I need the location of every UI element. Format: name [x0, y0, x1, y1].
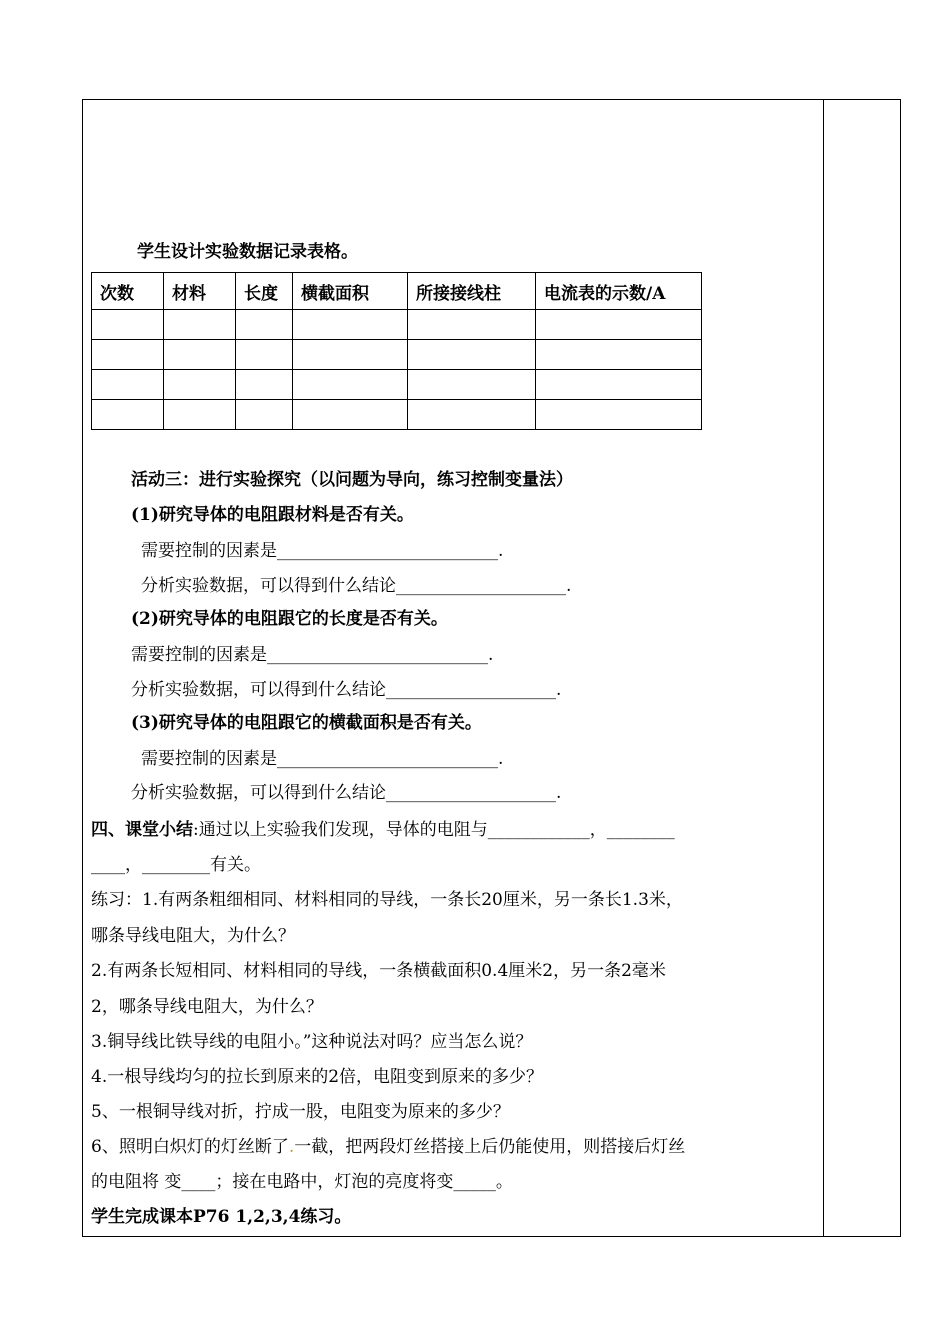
summary-text: :通过以上实验我们发现，导体的电阻与____________，________ [193, 820, 675, 840]
table-row [92, 370, 702, 400]
table-cell [408, 340, 536, 370]
table-cell [164, 400, 236, 430]
table-cell [164, 340, 236, 370]
practice-3: 3.铜导线比铁导线的电阻小。”这种说法对吗？应当怎么说？ [91, 1032, 533, 1052]
table-cell [536, 400, 702, 430]
header-cell: 次数 [92, 273, 164, 310]
table-row [92, 310, 702, 340]
table-cell [536, 310, 702, 340]
header-cell: 所接接线柱 [408, 273, 536, 310]
table-intro: 学生设计实验数据记录表格。 [137, 242, 358, 262]
header-cell: 长度 [236, 273, 293, 310]
practice-6a-part2: 一截，把两段灯丝搭接上后仍能使用，则搭接后灯丝 [294, 1137, 686, 1157]
table-cell [92, 400, 164, 430]
homework-note: 学生完成课本P76 1,2,3,4练习。 [91, 1207, 352, 1227]
q3-conclusion: 分析实验数据，可以得到什么结论____________________. [131, 783, 562, 803]
table-cell [236, 340, 293, 370]
header-cell: 材料 [164, 273, 236, 310]
table-cell [536, 340, 702, 370]
practice-6a [91, 1135, 685, 1159]
practice-2a: 2.有两条长短相同、材料相同的导线，一条横截面积0.4厘米2，另一条2毫米 [91, 961, 666, 981]
practice-6b: 的电阻将 变____；接在电路中，灯泡的亮度将变_____。 [91, 1172, 513, 1192]
table-cell [536, 370, 702, 400]
q2-factor: 需要控制的因素是__________________________. [131, 645, 494, 665]
table-cell [408, 310, 536, 340]
q2-conclusion: 分析实验数据，可以得到什么结论____________________. [131, 680, 562, 700]
table-cell [236, 310, 293, 340]
q1-conclusion: 分析实验数据，可以得到什么结论____________________. [141, 576, 572, 596]
table-cell [164, 310, 236, 340]
activity3-title: 活动三：进行实验探究（以问题为导向，练习控制变量法） [131, 470, 573, 490]
table-cell [293, 340, 408, 370]
column-divider [823, 100, 824, 1236]
header-cell: 电流表的示数/A [536, 273, 702, 310]
table-cell [293, 400, 408, 430]
table-cell [92, 310, 164, 340]
q1-title: (1)研究导体的电阻跟材料是否有关。 [131, 505, 414, 525]
practice-5: 5、一根铜导线对折，拧成一股，电阻变为原来的多少？ [91, 1102, 510, 1122]
summary-line [91, 818, 675, 842]
table-cell [408, 370, 536, 400]
table-row [92, 400, 702, 430]
worksheet-frame [82, 99, 901, 1237]
q1-factor: 需要控制的因素是__________________________. [141, 541, 504, 561]
table-cell [236, 370, 293, 400]
table-row [92, 340, 702, 370]
q2-title: (2)研究导体的电阻跟它的长度是否有关。 [131, 609, 448, 629]
data-record-table [91, 272, 702, 430]
practice-6a-dot: . [288, 1137, 295, 1157]
practice-1b: 哪条导线电阻大，为什么？ [91, 926, 295, 946]
table-cell [92, 340, 164, 370]
table-cell [293, 310, 408, 340]
q3-title: (3)研究导体的电阻跟它的横截面积是否有关。 [131, 713, 482, 733]
practice-4: 4.一根导线均匀的拉长到原来的2倍，电阻变到原来的多少？ [91, 1067, 544, 1087]
table-cell [164, 370, 236, 400]
table-cell [236, 400, 293, 430]
q3-factor: 需要控制的因素是__________________________. [141, 749, 504, 769]
table-cell [92, 370, 164, 400]
header-cell: 横截面积 [293, 273, 408, 310]
table-cell [293, 370, 408, 400]
practice-6a-part1: 6、照明白炽灯的灯丝断了 [91, 1137, 289, 1157]
practice-1a: 练习：1.有两条粗细相同、材料相同的导线，一条长20厘米，另一条长1.3米， [91, 890, 683, 910]
summary-label: 四、课堂小结 [91, 820, 193, 840]
practice-2b: 2，哪条导线电阻大，为什么？ [91, 997, 323, 1017]
table-cell [408, 400, 536, 430]
summary-line-2: ____，________有关。 [91, 855, 261, 875]
table-header-row [92, 273, 702, 310]
